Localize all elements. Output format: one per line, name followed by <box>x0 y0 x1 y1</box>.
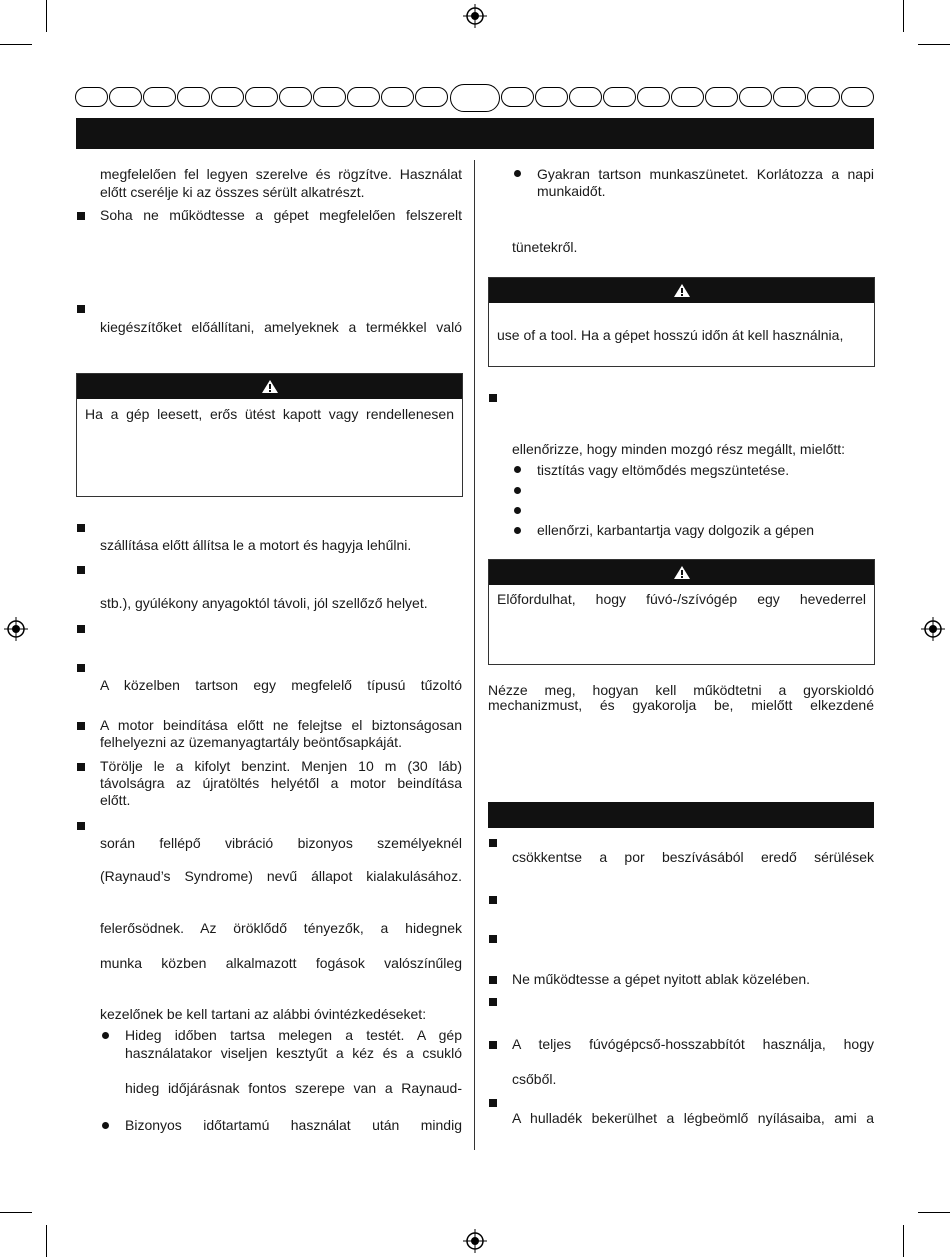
language-tab <box>75 87 108 107</box>
body-text: előtt cserélje ki az összes sérült alkatrészt. <box>100 184 365 200</box>
language-tab <box>705 87 738 107</box>
crop-mark <box>918 44 950 45</box>
bullet-dot <box>514 170 521 177</box>
body-text: Soha ne működtesse a gépet megfelelően felszerelt <box>100 207 462 223</box>
body-text: ellenőrizze, hogy minden mozgó rész megállt, mielőtt: <box>512 441 846 457</box>
body-text: használatakor viseljen kesztyűt a kéz és a csukló <box>125 1045 462 1061</box>
bullet-square <box>77 305 85 313</box>
bullet-square <box>77 212 85 220</box>
body-text: Ne működtesse a gépet nyitott ablak közelében. <box>512 971 811 987</box>
body-text: A közelben tartson egy megfelelő típusú tűzoltó <box>100 677 462 693</box>
bullet-square <box>489 394 497 402</box>
body-text: A teljes fúvógépcső-hosszabbítót használja, hogy <box>512 1036 874 1052</box>
language-tab <box>347 87 380 107</box>
language-tab <box>381 87 414 107</box>
warning-text: Ha a gép leesett, erős ütést kapott vagy rendellenesen <box>85 406 454 422</box>
registration-mark-icon <box>463 4 487 28</box>
language-tab <box>245 87 278 107</box>
bullet-square <box>489 976 497 984</box>
body-text: előtt. <box>100 792 131 808</box>
body-text: mechanizmust, és gyakorolja be, mielőtt elkezdené <box>488 697 874 713</box>
language-tab <box>807 87 840 107</box>
registration-mark-icon <box>4 617 28 641</box>
language-tab <box>501 87 534 107</box>
bullet-square <box>489 1099 497 1107</box>
language-tab <box>603 87 636 107</box>
body-text: A hulladék bekerülhet a légbeömlő nyílásaiba, ami a <box>512 1110 874 1126</box>
warning-box <box>76 373 463 497</box>
body-text: csökkentse a por beszívásából eredő sérülések <box>512 849 874 865</box>
bullet-square <box>489 998 497 1006</box>
section-header-band <box>76 118 874 149</box>
body-text: hideg időjárásnak fontos szerepe van a Raynaud- <box>125 1080 462 1096</box>
body-text: során fellépő vibráció bizonyos személyeknél <box>100 835 462 851</box>
language-tab <box>313 87 346 107</box>
warning-header <box>489 560 874 585</box>
body-text: Törölje le a kifolyt benzint. Menjen 10 m (30 láb) <box>100 758 462 774</box>
language-tab <box>773 87 806 107</box>
bullet-dot <box>514 466 521 473</box>
warning-icon <box>261 379 279 394</box>
bullet-square <box>489 935 497 943</box>
section-header-band <box>488 802 874 828</box>
body-text: munka közben alkalmazott fogások valószínűleg <box>100 955 462 971</box>
body-text: kiegészítőket előállítani, amelyeknek a termékkel való <box>100 319 462 335</box>
warning-header <box>489 278 874 303</box>
body-text: (Raynaud’s Syndrome) nevű állapot kialakulásához. <box>100 868 462 884</box>
crop-mark <box>918 1212 950 1213</box>
bullet-square <box>489 1041 497 1049</box>
crop-mark <box>46 1225 47 1257</box>
bullet-square <box>77 625 85 633</box>
language-tab-row <box>75 84 875 110</box>
body-text: munkaidőt. <box>537 183 606 199</box>
bullet-square <box>77 763 85 771</box>
warning-icon <box>673 283 691 298</box>
bullet-square <box>77 722 85 730</box>
registration-mark-icon <box>921 617 945 641</box>
body-text: szállítása előtt állítsa le a motort és hagyja lehűlni. <box>100 537 412 553</box>
body-text: stb.), gyúlékony anyagoktól távoli, jól szellőző helyet. <box>100 595 428 611</box>
warning-text: use of a tool. Ha a gépet hosszú időn át kell használnia, <box>497 327 844 343</box>
body-text: tünetekről. <box>512 239 578 255</box>
warning-header <box>77 374 462 399</box>
bullet-dot <box>102 1032 109 1039</box>
language-tab <box>279 87 312 107</box>
crop-mark <box>903 0 904 32</box>
language-tab <box>739 87 772 107</box>
crop-mark <box>903 1225 904 1257</box>
bullet-square <box>77 566 85 574</box>
language-tab-active <box>450 84 500 112</box>
bullet-dot <box>514 507 521 514</box>
language-tab <box>177 87 210 107</box>
bullet-dot <box>514 527 521 534</box>
language-tab <box>415 87 448 107</box>
body-text: A motor beindítása előtt ne felejtse el biztonságosan <box>100 717 462 733</box>
warning-box <box>488 559 875 665</box>
body-text: távolságra az újratöltés helyétől a motor beindítása <box>100 775 462 791</box>
body-text: kezelőnek be kell tartani az alábbi óvintézkedéseket: <box>100 1006 427 1022</box>
body-text: Nézze meg, hogyan kell működtetni a gyorskioldó <box>488 682 874 698</box>
language-tab <box>535 87 568 107</box>
warning-box <box>488 277 875 367</box>
bullet-square <box>77 664 85 672</box>
body-text: tisztítás vagy eltömődés megszüntetése. <box>537 462 790 478</box>
language-tab <box>109 87 142 107</box>
body-text: megfelelően fel legyen szerelve és rögzítve. Használat <box>100 166 462 182</box>
language-tab <box>637 87 670 107</box>
registration-mark-icon <box>463 1229 487 1253</box>
language-tab <box>841 87 874 107</box>
warning-text: Előfordulhat, hogy fúvó-/szívógép egy hevederrel <box>497 591 866 607</box>
bullet-square <box>489 896 497 904</box>
language-tab <box>211 87 244 107</box>
body-text: felerősödnek. Az öröklődő tényezők, a hidegnek <box>100 920 462 936</box>
bullet-square <box>77 822 85 830</box>
warning-icon <box>673 565 691 580</box>
crop-mark <box>0 44 32 45</box>
body-text: ellenőrzi, karbantartja vagy dolgozik a gépen <box>537 522 815 538</box>
body-text: csőből. <box>512 1071 557 1087</box>
language-tab <box>569 87 602 107</box>
body-text: felhelyezni az üzemanyagtartály beöntősapkáját. <box>100 734 402 750</box>
column-divider <box>474 160 475 1150</box>
bullet-square <box>77 524 85 532</box>
language-tab <box>671 87 704 107</box>
bullet-dot <box>102 1122 109 1129</box>
bullet-dot <box>514 487 521 494</box>
crop-mark <box>0 1212 32 1213</box>
body-text: Gyakran tartson munkaszünetet. Korlátozza a napi <box>537 166 874 182</box>
body-text: Hideg időben tartsa melegen a testét. A gép <box>125 1027 462 1043</box>
body-text: Bizonyos időtartamú használat után mindig <box>125 1117 462 1133</box>
language-tab <box>143 87 176 107</box>
crop-mark <box>46 0 47 32</box>
bullet-square <box>489 839 497 847</box>
